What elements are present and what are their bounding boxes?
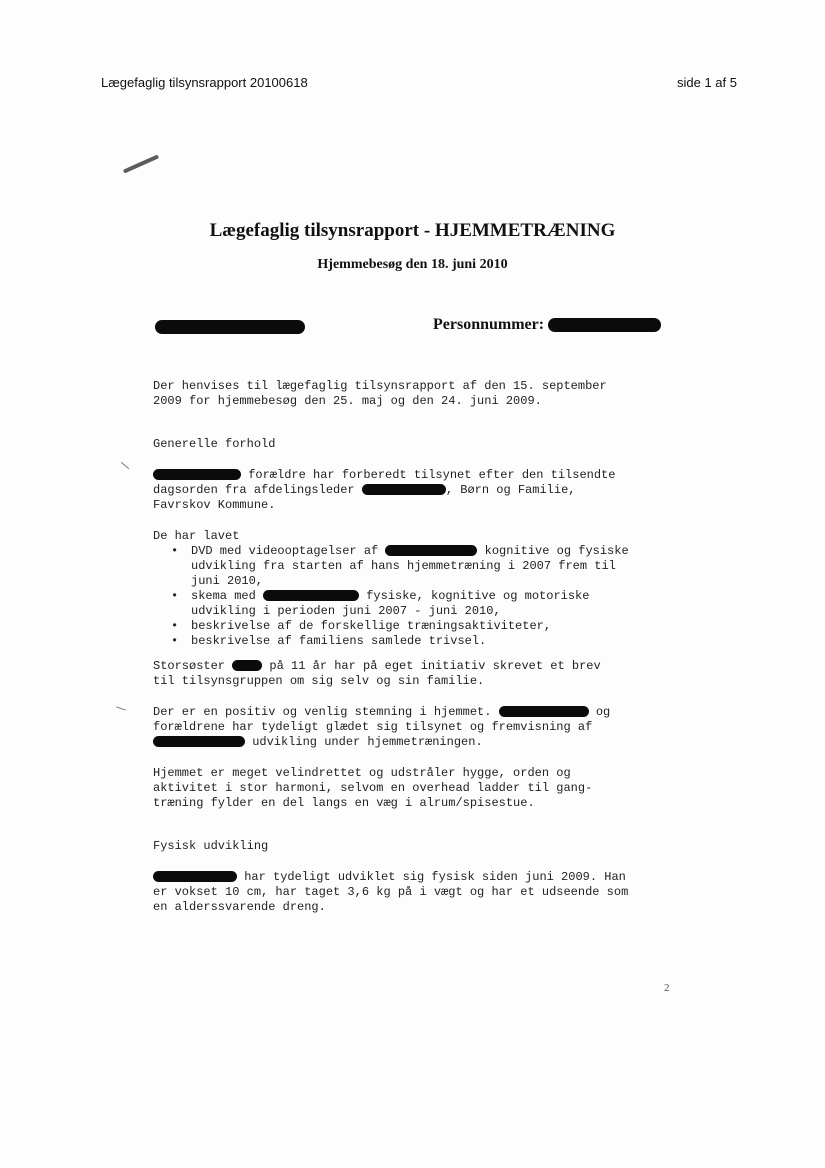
list-item: • skema med fysiske, kognitive og motoriske udvikling i perioden juni 2007 - juni 2010,	[153, 589, 683, 619]
paragraph-line: er vokset 10 cm, har taget 3,6 kg på i vægt og har et udseende som	[153, 885, 629, 899]
paragraph-line: Storsøster på 11 år har på eget initiativ skrevet et brev	[153, 659, 601, 673]
document-title: Lægefaglig tilsynsrapport - HJEMMETRÆNING	[209, 220, 616, 241]
paragraph-line: Der er en positiv og venlig stemning i hjemmet. og	[153, 705, 611, 719]
redacted-name	[155, 320, 305, 334]
list-item: • beskrivelse af de forskellige træningsaktiviteter,	[153, 619, 683, 634]
paragraph-line: forældrene har tydeligt glædet sig tilsynet og fremvisning af	[153, 720, 593, 734]
paragraph-line: dagsorden fra afdelingsleder , Børn og Familie,	[153, 483, 576, 497]
redacted-cpr	[548, 318, 661, 332]
redacted-text	[232, 660, 262, 671]
intro-line: 2009 for hjemmebesøg den 25. maj og den 24. juni 2009.	[153, 394, 542, 408]
redacted-text	[153, 736, 245, 747]
list-intro: De har lavet	[153, 529, 240, 543]
redacted-text	[385, 545, 477, 556]
report-body	[153, 379, 683, 915]
paragraph-line: træning fylder en del langs en væg i alrum/spisestue.	[153, 796, 535, 810]
paragraph-line: aktivitet i stor harmoni, selvom en overhead ladder til gang-	[153, 781, 593, 795]
intro-line: Der henvises til lægefaglig tilsynsrapport af den 15. september	[153, 379, 607, 393]
paragraph-line: en alderssvarende dreng.	[153, 900, 326, 914]
pen-mark	[123, 154, 159, 173]
redacted-text	[499, 706, 589, 717]
cpr-field	[433, 316, 661, 334]
redacted-text	[153, 469, 241, 480]
header-left: Lægefaglig tilsynsrapport 20100618	[101, 75, 308, 90]
paragraph-line: udvikling under hjemmetræningen.	[153, 735, 683, 750]
scan-mark	[121, 462, 129, 469]
activity-list	[153, 544, 683, 649]
cpr-label: Personnummer:	[433, 316, 545, 333]
paragraph-line: til tilsynsgruppen om sig selv og sin familie.	[153, 674, 485, 688]
redacted-text	[362, 484, 446, 495]
list-item: • beskrivelse af familiens samlede trivsel.	[153, 634, 683, 649]
document-subtitle: Hjemmebesøg den 18. juni 2010	[317, 257, 508, 272]
section-heading-physical: Fysisk udvikling	[153, 839, 269, 853]
paragraph-line: Hjemmet er meget velindrettet og udstråler hygge, orden og	[153, 766, 571, 780]
section-heading-general: Generelle forhold	[153, 437, 276, 451]
paragraph-line: har tydeligt udviklet sig fysisk siden juni 2009. Han	[153, 870, 683, 885]
redacted-text	[263, 590, 359, 601]
paragraph-line: Favrskov Kommune.	[153, 498, 276, 512]
paragraph-line: forældre har forberedt tilsynet efter den tilsendte	[153, 468, 683, 483]
scan-mark	[116, 706, 126, 710]
page-mark: 2	[664, 982, 670, 994]
header-page-counter: side 1 af 5	[677, 75, 737, 90]
list-item: • DVD med videooptagelser af kognitive og fysiske udvikling fra starten af hans hjemmetræning i 2007 frem til juni 2010,	[153, 544, 683, 589]
redacted-text	[153, 871, 237, 882]
